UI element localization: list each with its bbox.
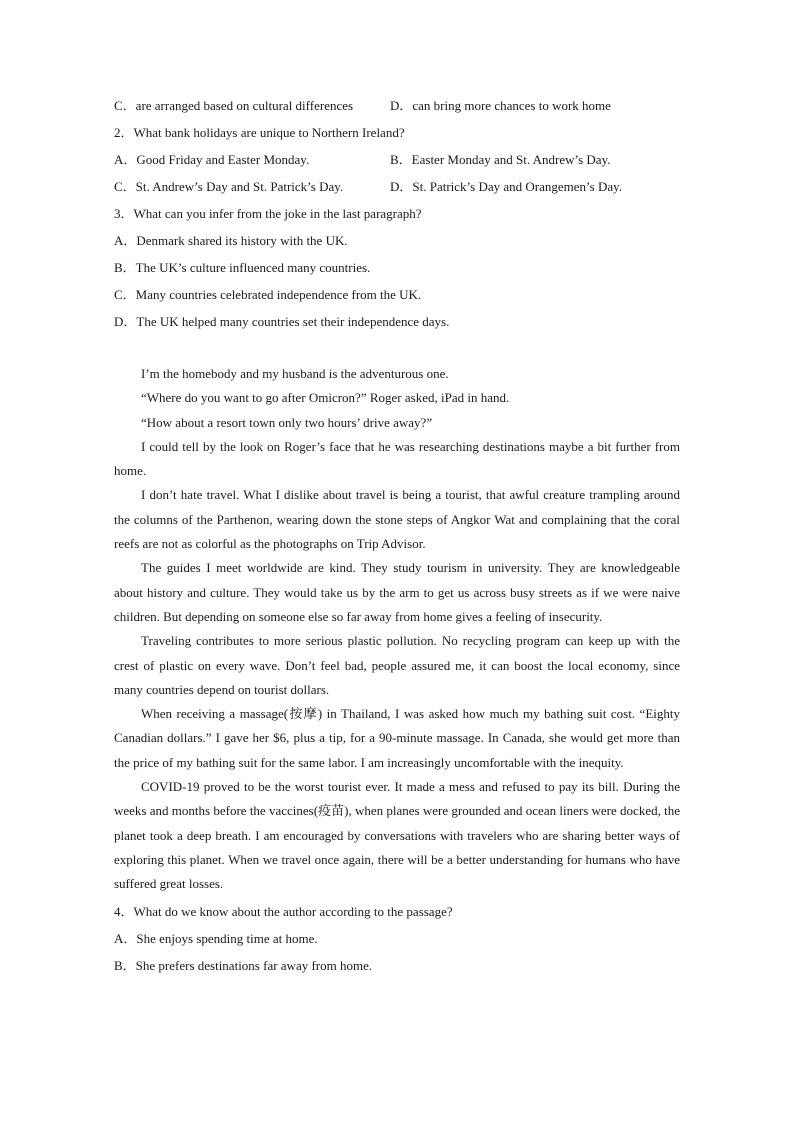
q3-option-d: D．The UK helped many countries set their independence days. [114, 314, 450, 329]
question-4-stem: 4．What do we know about the author according to the passage? [114, 903, 453, 919]
passage-paragraph-9: COVID-19 proved to be the worst tourist ever. It made a mess and refused to pay its bill. During the weeks and months before the vaccines(疫苗), when planes were grounded and ocean liners were docked, the planet took a deep breath. I am encouraged by conversations with travelers who are sharing better ways of exploring this planet. When we travel once again, there will be a better understanding for humans who have suffered great losses. [114, 779, 680, 892]
q3-option-b: B．The UK’s culture influenced many countries. [114, 260, 371, 275]
q2-option-b: B．Easter Monday and St. Andrew’s Day. [390, 152, 611, 167]
q4-option-a: A．She enjoys spending time at home. [114, 930, 318, 946]
page-content [114, 92, 680, 979]
section-gap [114, 335, 680, 362]
passage-paragraph-7: Traveling contributes to more serious plastic pollution. No recycling program can keep up with the crest of plastic on every wave. Don’t feel bad, people assured me, it can boost the local economy, since many countries depend on tourist dollars. [114, 633, 680, 697]
q1-option-d: D．can bring more chances to work home [390, 98, 611, 113]
q4-option-b: B．She prefers destinations far away from home. [114, 957, 373, 973]
reading-passage [114, 362, 680, 897]
q3-option-a: A．Denmark shared its history with the UK. [114, 233, 348, 248]
q2-option-a: A．Good Friday and Easter Monday. [114, 152, 310, 167]
q2-option-d: D．St. Patrick’s Day and Orangemen’s Day. [390, 179, 623, 194]
question-2-options-ab [114, 146, 680, 173]
question-1-options-cd [114, 92, 680, 119]
passage-paragraph-4: I could tell by the look on Roger’s face that he was researching destinations maybe a bit further from home. [114, 438, 680, 479]
passage-paragraph-2: “Where do you want to go after Omicron?” Roger asked, iPad in hand. [141, 390, 510, 406]
passage-paragraph-6: The guides I meet worldwide are kind. They study tourism in university. They are knowledgeable about history and culture. They would take us by the arm to get us across busy streets as if we were naive children. But depending on someone else so far away from home gives a feeling of insecurity. [114, 560, 680, 624]
passage-paragraph-3: “How about a resort town only two hours’ drive away?” [141, 414, 433, 430]
q2-option-c: C．St. Andrew’s Day and St. Patrick’s Day. [114, 179, 344, 194]
question-2-options-cd [114, 173, 680, 200]
q1-option-c: C．are arranged based on cultural differences [114, 98, 354, 113]
question-3-stem: 3．What can you infer from the joke in the last paragraph? [114, 206, 422, 221]
passage-paragraph-5: I don’t hate travel. What I dislike about travel is being a tourist, that awful creature trampling around the columns of the Parthenon, wearing down the stone steps of Angkor Wat and complaining that the coral reefs are not as colorful as the photographs on Trip Advisor. [114, 487, 680, 552]
question-2-stem: 2．What bank holidays are unique to Northern Ireland? [114, 125, 405, 140]
q3-option-c: C．Many countries celebrated independence from the UK. [114, 287, 422, 302]
passage-paragraph-1: I’m the homebody and my husband is the adventurous one. [141, 366, 449, 381]
passage-paragraph-8: When receiving a massage(按摩) in Thailand, I was asked how much my bathing suit cost. “Eighty Canadian dollars.” I gave her $6, plus a tip, for a 90-minute massage. In Canada, she would get more than the price of my bathing suit for the same labor. I am increasingly uncomfortable with the inequity. [114, 706, 680, 770]
